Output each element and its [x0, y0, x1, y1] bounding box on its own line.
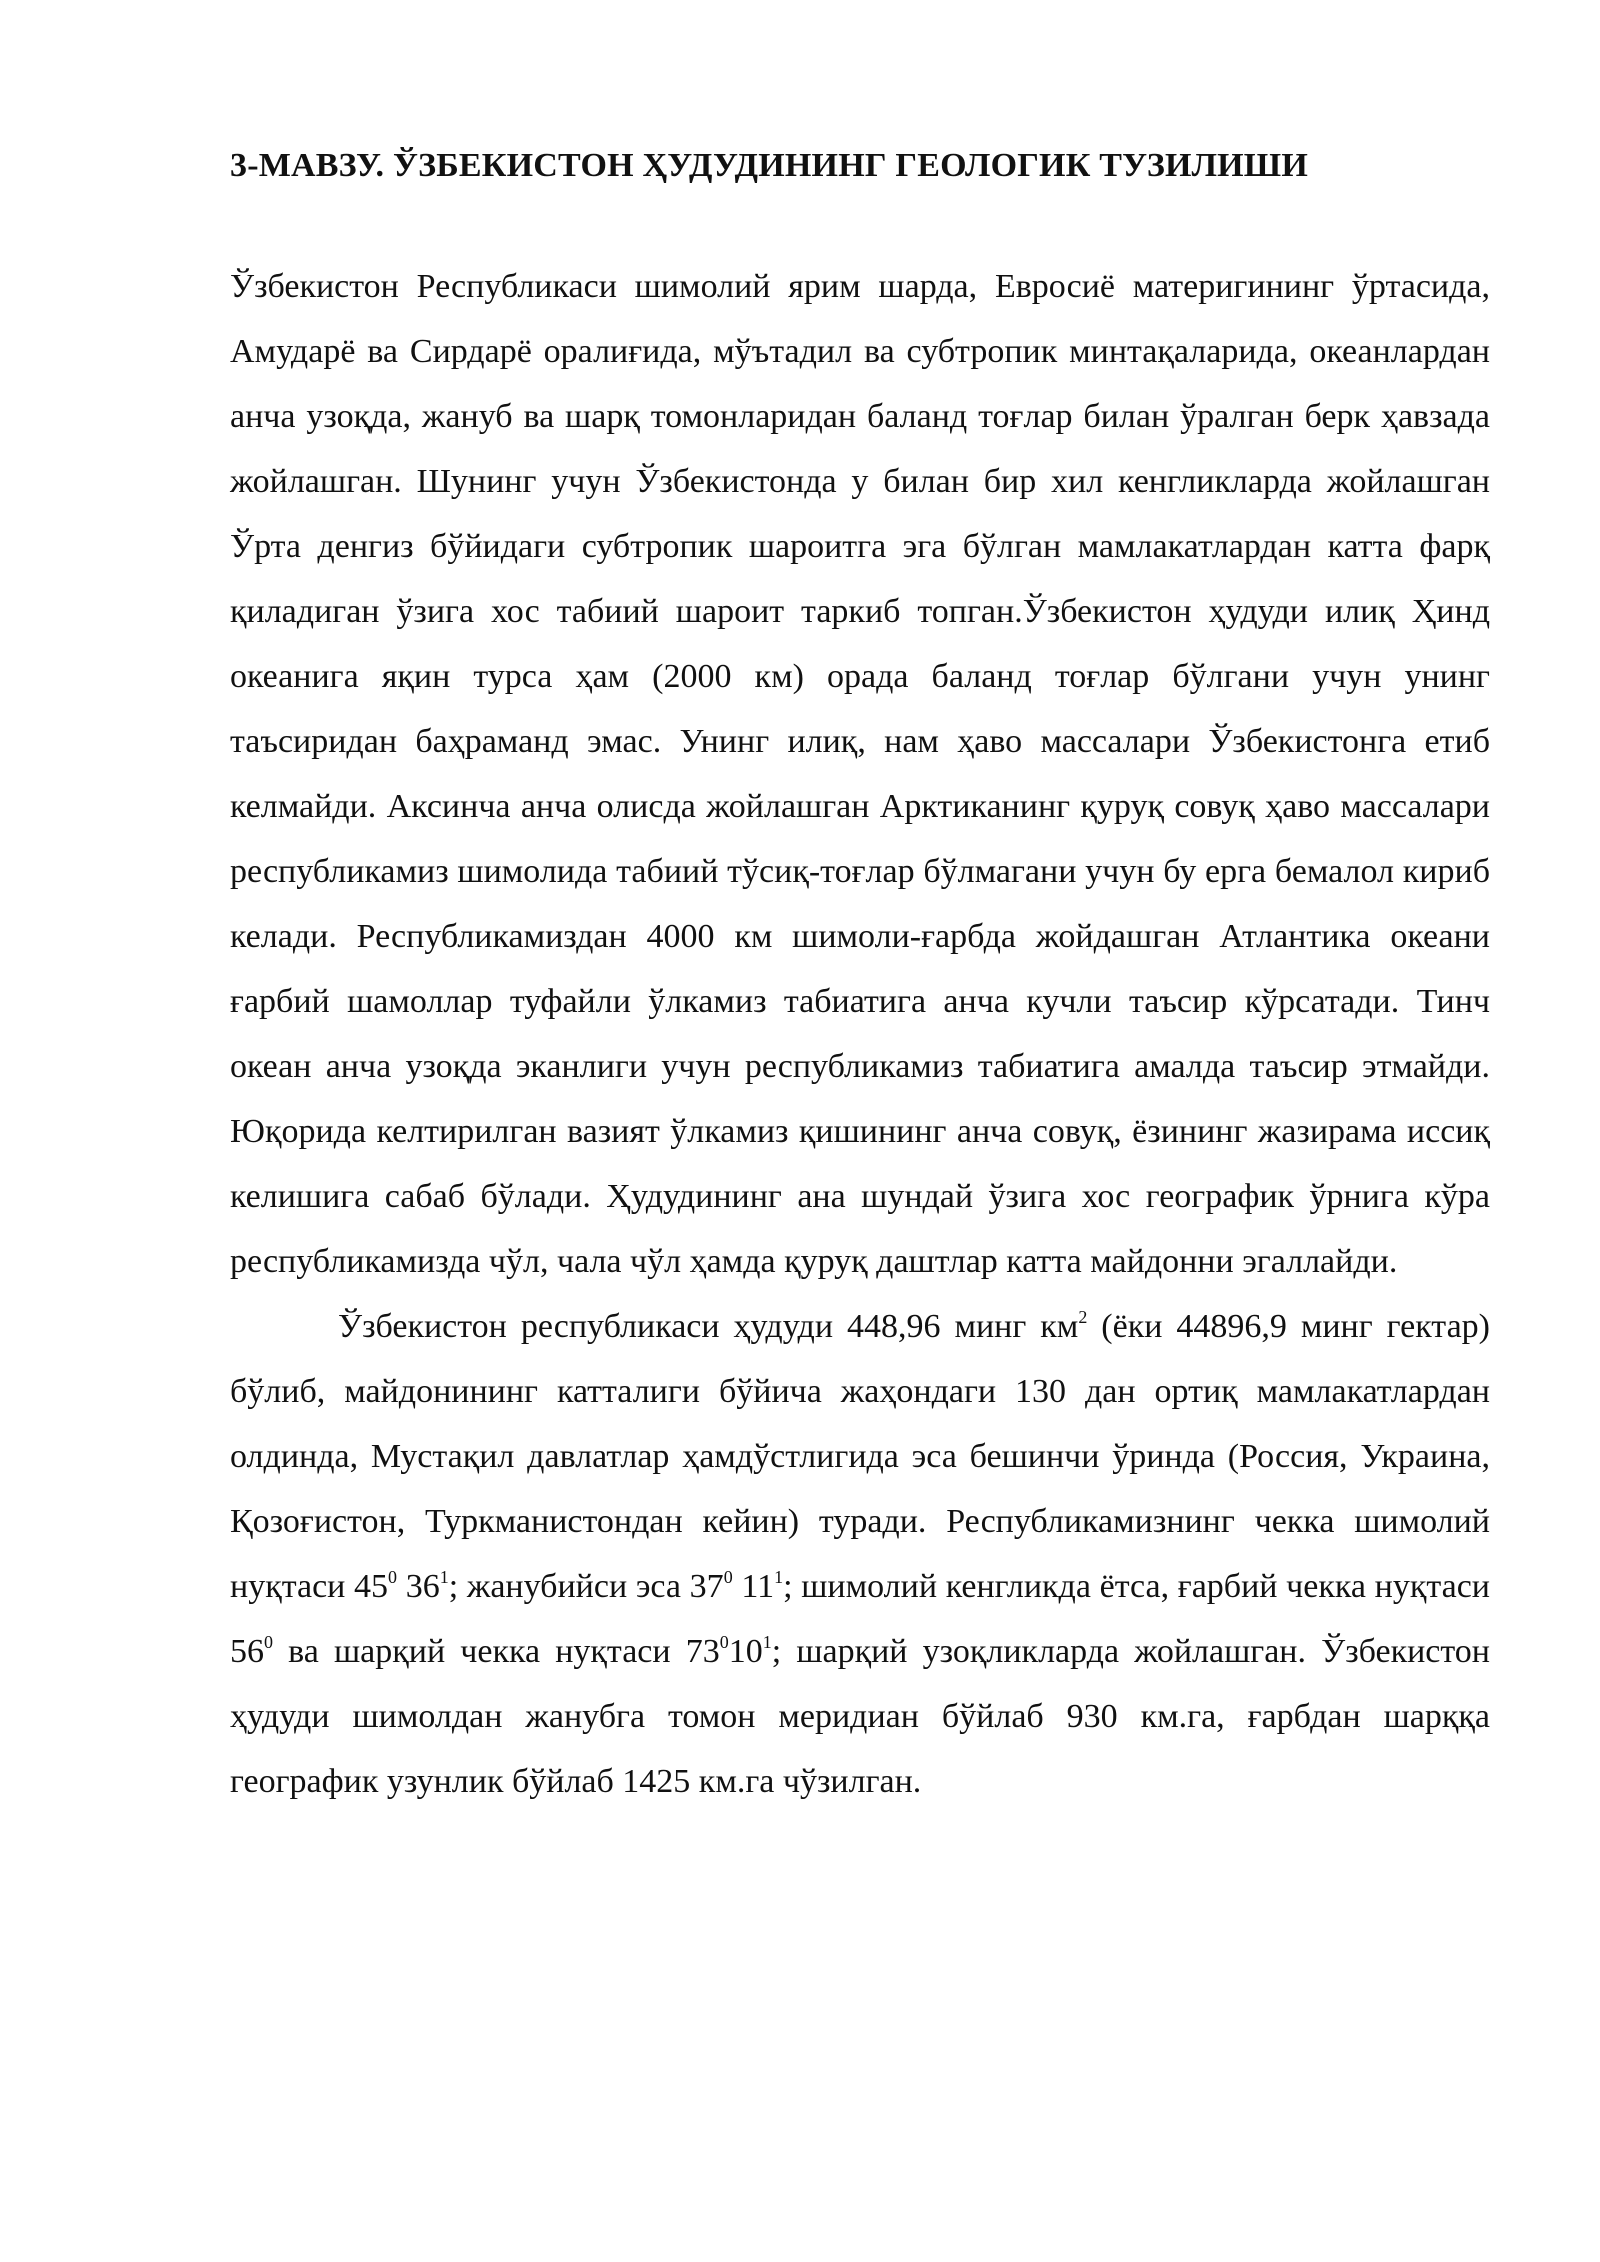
superscript: 0	[388, 1566, 398, 1587]
text-run: ва шарқий чекка нуқтаси 73	[273, 1633, 720, 1670]
document-title: 3-МАВЗУ. ЎЗБЕКИСТОН ҲУДУДИНИНГ ГЕОЛОГИК ТУЗИЛИШИ	[230, 147, 1308, 184]
text-run: (ёки 44896,9 минг гектар) бўлиб, майдонининг катталиги бўйича жаҳондаги 130 дан ортиқ мамлакатлардан олдинда, Мустақил давлатлар ҳамдўстлигида эса бешинчи ўринда (Россия, Украина, Қозоғистон, Туркманистондан кейин) туради. Республикамизнинг чекка шимолий нуқтаси 45	[230, 1308, 1490, 1605]
text-run: ; шимолий кенгликда ётса, ғарбий чекка нуқтаси 56	[230, 1568, 1490, 1670]
text-run: Ўзбекистон республикаси ҳудуди 448,96 минг км	[338, 1308, 1079, 1345]
superscript: 1	[774, 1566, 784, 1587]
superscript: 0	[264, 1631, 273, 1652]
text-run: ; шарқий узоқликларда жойлашган. Ўзбекистон ҳудуди шимолдан жанубга томон меридиан бўйлаб 930 км.га, ғарбдан шарққа географик узунлик бўйлаб 1425 км.га чўзилган.	[230, 1633, 1490, 1800]
text-run: 11	[732, 1568, 775, 1605]
superscript: 0	[719, 1631, 729, 1652]
text-run: 10	[728, 1633, 763, 1670]
superscript: 1	[439, 1566, 449, 1587]
text-run: ; жанубийси эса 37	[448, 1568, 724, 1605]
superscript: 0	[723, 1566, 733, 1587]
paragraph-geographic-position: Ўзбекистон Республикаси шимолий ярим шарда, Евросиё материгининг ўртасида, Амударё ва Сирдарё оралиғида, мўътадил ва субтропик минтақаларида, океанлардан анча узоқда, жануб ва шарқ томонларидан баланд тоғлар билан ўралган берк ҳавзада жойлашган. Шунинг учун Ўзбекистонда у билан бир хил кенгликларда жойлашган Ўрта денгиз бўйидаги субтропик шароитга эга бўлган мамлакатлардан катта фарқ қиладиган ўзига хос табиий шароит таркиб топган.Ўзбекистон ҳудуди илиқ Ҳинд океанига яқин турса ҳам (2000 км) орада баланд тоғлар бўлгани учун унинг таъсиридан баҳраманд эмас. Унинг илиқ, нам ҳаво массалари Ўзбекистонга етиб келмайди. Аксинча анча олисда жойлашган Арктиканинг қуруқ совуқ ҳаво массалари республикамиз шимолида табиий тўсиқ-тоғлар бўлмагани учун бу ерга бемалол кириб келади. Республикамиздан 4000 км шимоли-ғарбда жойдашган Атлантика океани ғарбий шамоллар туфайли ўлкамиз табиатига анча кучли таъсир кўрсатади. Тинч океан анча узоқда эканлиги учун республикамиз табиатига амалда таъсир этмайди. Юқорида келтирилган вазият ўлкамиз қишининг анча совуқ, ёзининг жазирама иссиқ келишига сабаб бўлади. Ҳудудининг ана шундай ўзига хос географик ўрнига кўра республикамизда чўл, чала чўл ҳамда қуруқ даштлар катта майдонни эгаллайди.	[230, 268, 1490, 1280]
paragraph-territory-area	[230, 1294, 1490, 1814]
document-body	[230, 146, 1490, 1814]
text-run: 36	[397, 1568, 440, 1605]
superscript: 2	[1078, 1306, 1088, 1327]
superscript: 1	[762, 1631, 772, 1652]
